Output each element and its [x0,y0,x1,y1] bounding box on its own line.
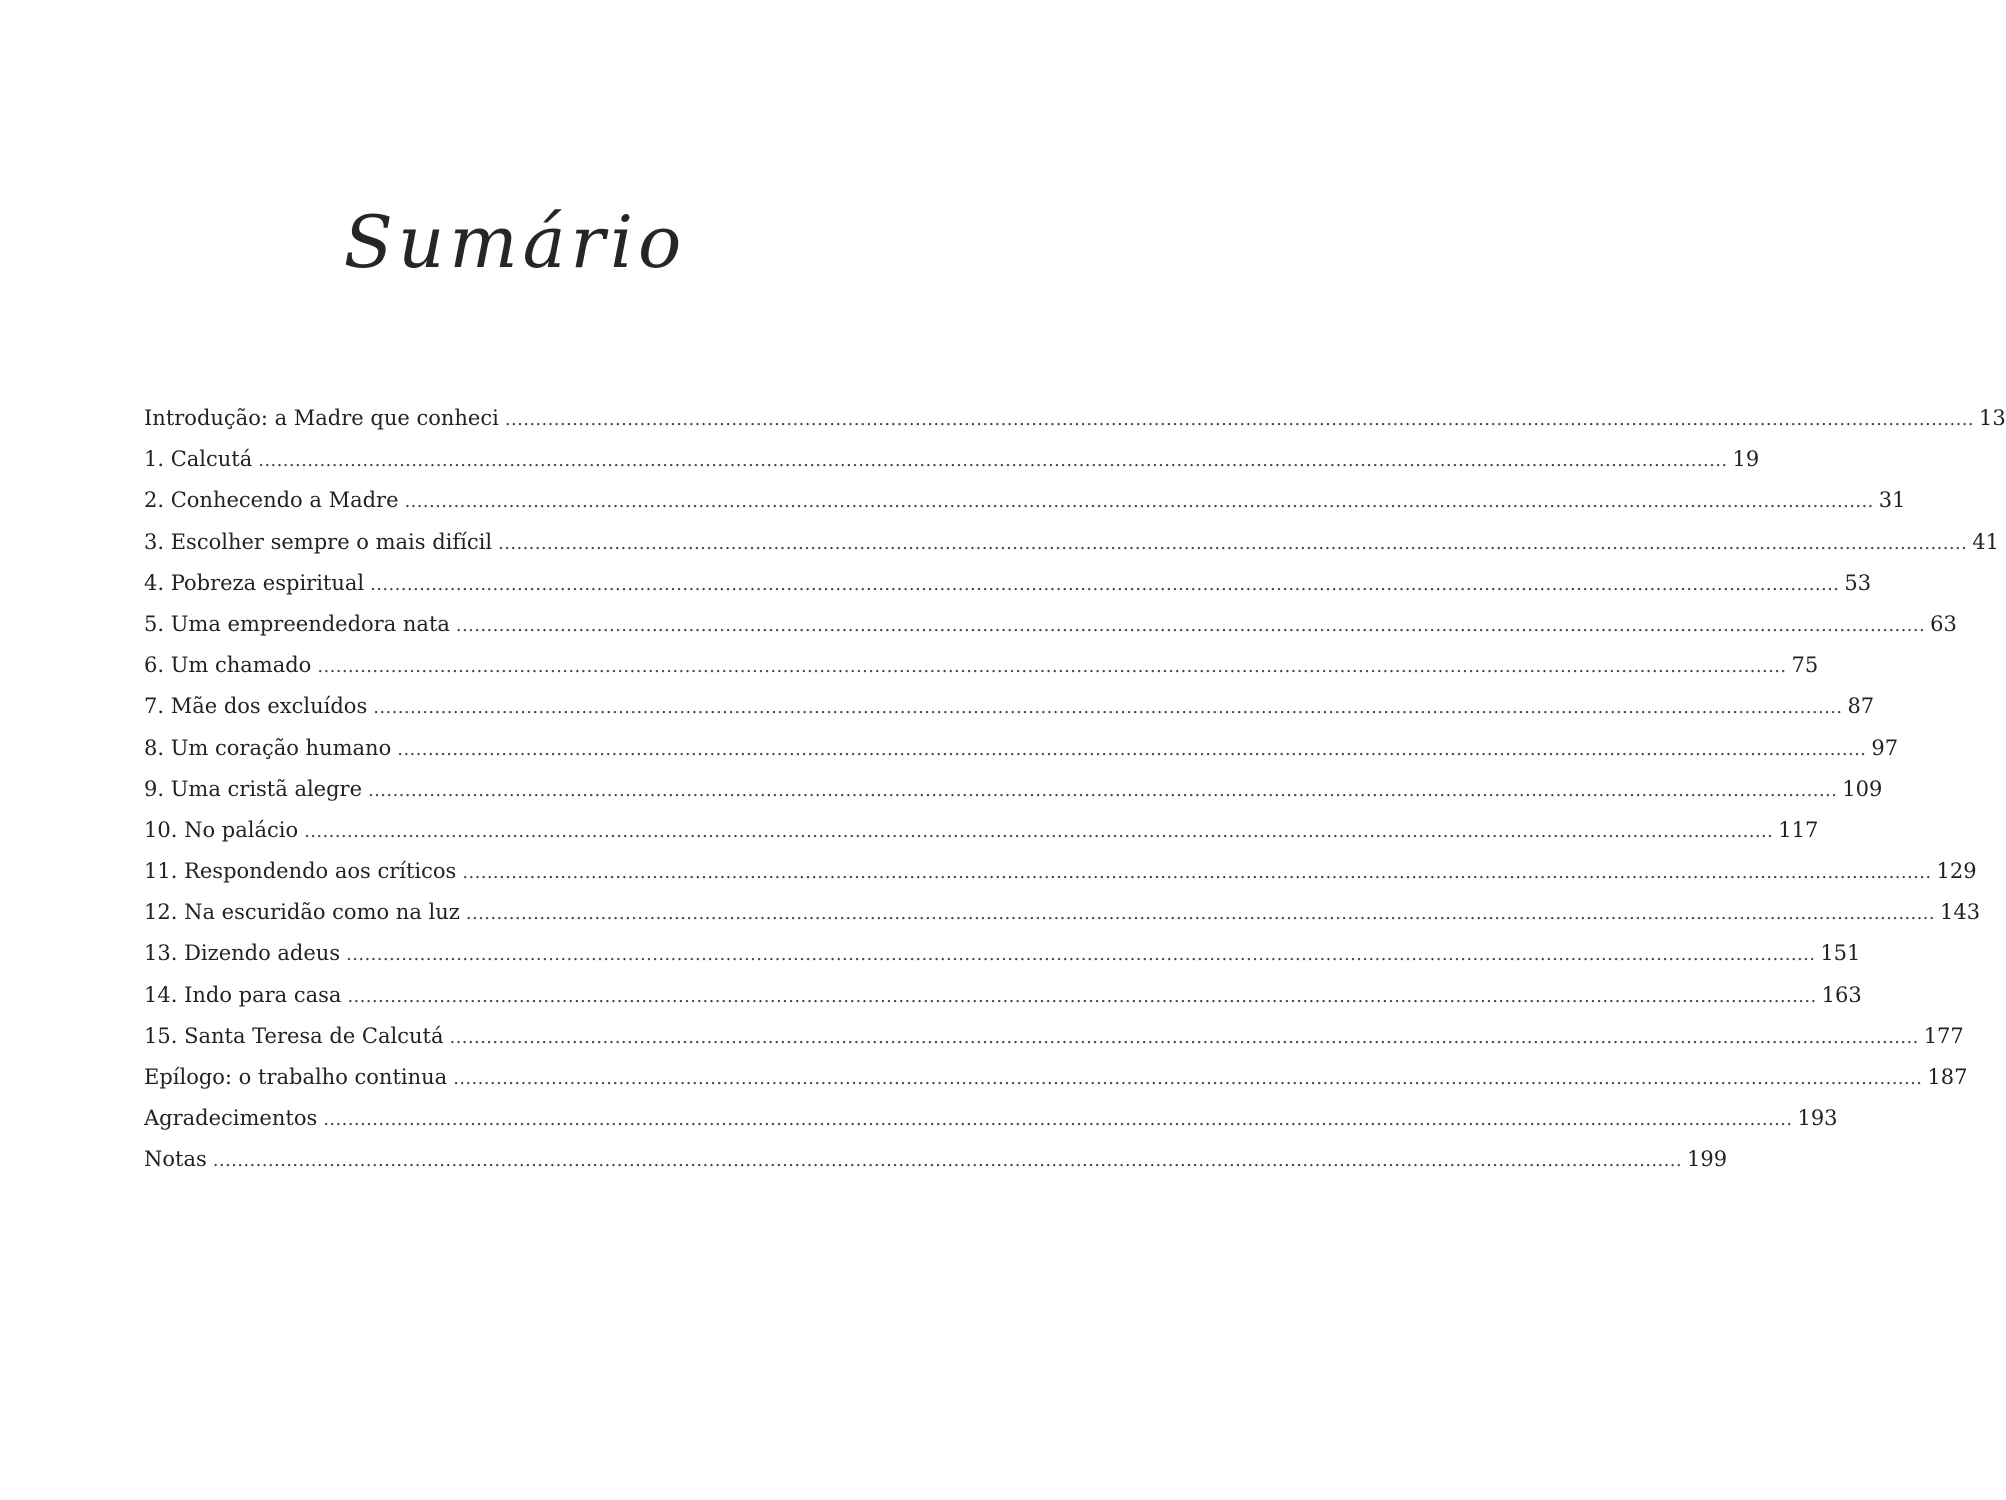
dot-leader: ................................................................................................................................................................................................................................................ [455,614,1926,636]
toc-entry [144,398,2006,439]
toc-entry-page-number: 31 [1878,488,1906,513]
toc-entry-page-number: 19 [1732,447,1760,472]
toc-entry-page-number: 13 [1979,406,2006,430]
toc-entry-title: 7. Mãe dos excluídos [144,694,368,719]
toc-entry-title: 4. Pobreza espiritual [144,570,365,595]
toc-entry-title: 12. Na escuridão como na luz [144,900,460,925]
dot-leader: ................................................................................................................................................................................................................................................ [453,1068,1923,1089]
dot-leader: ................................................................................................................................................................................................................................................ [404,491,1874,513]
toc-entry-title: 2. Conhecendo a Madre [144,488,399,513]
toc-entry-title: 8. Um coração humano [144,735,392,760]
toc-entry-title: 3. Escolher sempre o mais difícil [144,529,493,554]
toc-entry [144,933,1861,974]
toc-entry-page-number: 97 [1871,735,1899,760]
toc-entry-title: 14. Indo para casa [144,982,342,1007]
toc-entry-title: Notas [144,1147,207,1172]
toc-entry-page-number: 151 [1820,941,1861,966]
dot-leader: ................................................................................................................................................................................................................................................ [258,450,1728,472]
toc-entry-title: 13. Dizendo adeus [144,941,341,966]
toc-entry-page-number: 53 [1844,570,1872,595]
dot-leader: ................................................................................................................................................................................................................................................ [498,532,1968,554]
toc-entry [144,728,1899,769]
dot-leader: ................................................................................................................................................................................................................................................ [368,779,1838,801]
page-title: Sumário [343,200,687,284]
toc-entry-page-number: 109 [1842,776,1883,801]
toc-entry [144,645,1819,686]
toc-entry [144,563,1872,604]
toc-entry-page-number: 87 [1847,694,1875,719]
dot-leader: ................................................................................................................................................................................................................................................ [370,573,1840,595]
toc-entry [144,604,1957,645]
toc-entry [144,1057,1968,1098]
dot-leader: ................................................................................................................................................................................................................................................ [304,820,1774,842]
dot-leader: ................................................................................................................................................................................................................................................ [397,738,1867,760]
dot-leader: ................................................................................................................................................................................................................................................ [323,1109,1793,1131]
toc-entry [144,975,1862,1016]
dot-leader: ................................................................................................................................................................................................................................................ [317,656,1787,678]
toc-entry [144,1098,1838,1139]
toc-entry-title: 5. Uma empreendedora nata [144,611,450,636]
toc-entry-page-number: 63 [1930,611,1957,636]
toc-entry-title: Epílogo: o trabalho continua [144,1065,448,1089]
toc-entry-page-number: 193 [1797,1106,1838,1131]
dot-leader: ................................................................................................................................................................................................................................................ [212,1150,1682,1172]
toc-entry-title: Agradecimentos [144,1106,318,1131]
toc-entry-page-number: 143 [1940,900,1981,925]
dot-leader: ................................................................................................................................................................................................................................................ [346,944,1816,966]
dot-leader: ................................................................................................................................................................................................................................................ [504,409,1975,430]
toc-entry [144,522,2000,563]
dot-leader: ................................................................................................................................................................................................................................................ [373,697,1843,719]
toc-entry-page-number: 177 [1923,1023,1964,1048]
toc-entry [144,769,1883,810]
toc-entry-page-number: 199 [1686,1147,1728,1172]
toc-entry-title: 1. Calcutá [144,447,253,472]
toc-entry-page-number: 187 [1927,1065,1968,1089]
dot-leader: ................................................................................................................................................................................................................................................ [462,862,1932,884]
toc-entry-title: 11. Respondendo aos críticos [144,859,457,884]
toc-entry [144,851,1977,892]
toc-entry-page-number: 129 [1936,859,1977,884]
toc-entry [144,480,1906,521]
toc-entry-title: 6. Um chamado [144,653,312,678]
dot-leader: ................................................................................................................................................................................................................................................ [347,985,1817,1007]
toc-entry [144,439,1760,480]
toc-entry-title: 9. Uma cristã alegre [144,776,363,801]
toc-entry-title: Introdução: a Madre que conheci [144,406,499,430]
toc-entry-page-number: 41 [1972,529,2000,554]
toc-entry [144,810,1819,851]
toc-entry-page-number: 117 [1778,817,1819,842]
toc-entry-page-number: 163 [1821,982,1862,1007]
toc-entry [144,686,1875,727]
toc-entry [144,1139,1728,1180]
toc-entry-title: 15. Santa Teresa de Calcutá [144,1023,444,1048]
toc-entry-page-number: 75 [1791,653,1819,678]
toc-entry [144,1016,1964,1057]
dot-leader: ................................................................................................................................................................................................................................................ [449,1026,1919,1048]
table-of-contents [144,398,2006,1181]
toc-entry [144,892,1981,933]
dot-leader: ................................................................................................................................................................................................................................................ [465,903,1936,925]
toc-entry-title: 10. No palácio [144,817,299,842]
